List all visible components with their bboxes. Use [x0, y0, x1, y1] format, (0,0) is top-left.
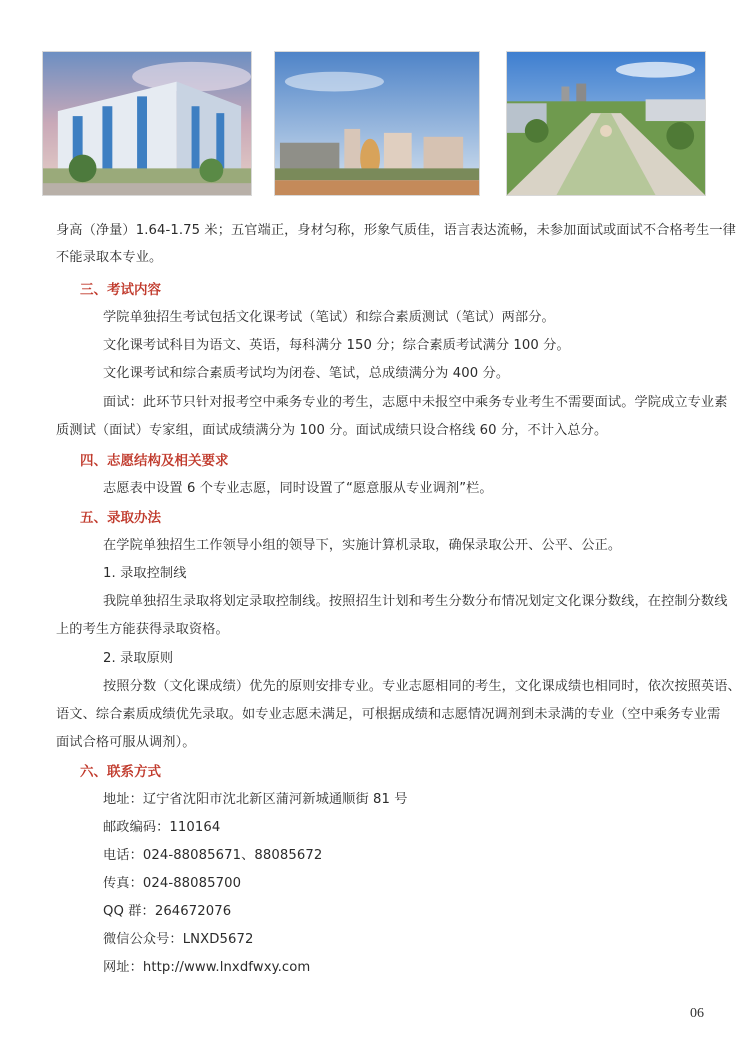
section-5-sub-2-line-3: 面试合格可服从调剂）。: [56, 735, 196, 750]
section-4-paragraph-1: 志愿表中设置 6 个专业志愿，同时设置了“愿意服从专业调剂”栏。: [103, 481, 493, 496]
section-6-heading: 六、联系方式: [80, 764, 161, 780]
intro-line-1: 身高（净量）1.64-1.75 米；五官端正，身材匀称，形象气质佳，语言表达流畅，未参加面试或面试不合格考生一律: [56, 223, 736, 238]
contact-website: 网址：http://www.lnxdfwxy.com: [103, 960, 311, 975]
section-5-sub-2-line-2: 语文、综合素质成绩优先录取。如专业志愿未满足，可根据成绩和志愿情况调剂到未录满的专业（空中乘务专业需: [56, 707, 721, 722]
section-5-sub-2-line-1: 按照分数（文化课成绩）优先的原则安排专业。专业志愿相同的考生，文化课成绩也相同时，依次按照英语、: [103, 679, 741, 694]
section-5-subheading-1: 1. 录取控制线: [103, 566, 187, 581]
campus-building-photo: [42, 51, 252, 196]
section-3-paragraph-4-line-1: 面试：此环节只针对报考空中乘务专业的考生，志愿中未报空中乘务专业考生不需要面试。学院成立专业素: [103, 395, 728, 410]
section-3-paragraph-2: 文化课考试科目为语文、英语，每科满分 150 分；综合素质考试满分 100 分。: [103, 338, 570, 353]
contact-phone: 电话：024-88085671、88085672: [103, 848, 323, 863]
section-5-subheading-2: 2. 录取原则: [103, 651, 174, 666]
section-5-paragraph-1: 在学院单独招生工作领导小组的领导下，实施计算机录取，确保录取公开、公平、公正。: [103, 538, 622, 553]
campus-avenue-photo: [506, 51, 706, 196]
section-5-sub-1-line-2: 上的考生方能获得录取资格。: [56, 622, 229, 637]
contact-address: 地址：辽宁省沈阳市沈北新区蒲河新城通顺街 81 号: [103, 792, 408, 807]
section-5-heading: 五、录取办法: [80, 510, 161, 526]
section-5-sub-1-line-1: 我院单独招生录取将划定录取控制线。按照招生计划和考生分数分布情况划定文化课分数线，在控制分数线: [103, 594, 728, 609]
contact-fax: 传真：024-88085700: [103, 876, 242, 891]
section-3-paragraph-4-line-2: 质测试（面试）专家组，面试成绩满分为 100 分。面试成绩只设合格线 60 分，不计入总分。: [56, 423, 608, 438]
section-3-heading: 三、考试内容: [80, 282, 161, 298]
contact-qq-group: QQ 群：264672076: [103, 904, 232, 919]
campus-sculpture-photo: [274, 51, 480, 196]
page-number: 06: [690, 1006, 704, 1021]
contact-wechat: 微信公众号：LNXD5672: [103, 932, 254, 947]
intro-line-2: 不能录取本专业。: [56, 250, 163, 265]
section-4-heading: 四、志愿结构及相关要求: [80, 453, 229, 469]
section-3-paragraph-3: 文化课考试和综合素质考试均为闭卷、笔试，总成绩满分为 400 分。: [103, 366, 510, 381]
section-3-paragraph-1: 学院单独招生考试包括文化课考试（笔试）和综合素质测试（笔试）两部分。: [103, 310, 555, 325]
contact-postcode: 邮政编码：110164: [103, 820, 221, 835]
